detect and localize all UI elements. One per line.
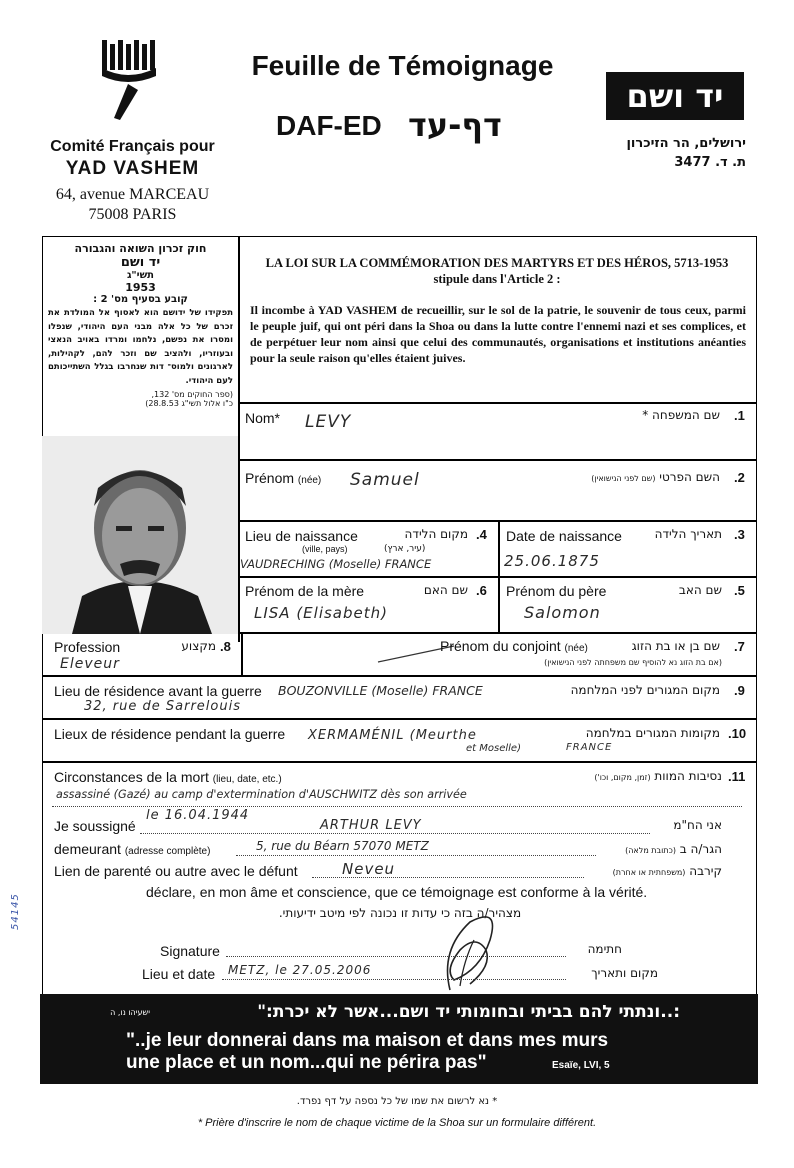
residence-pendant-value-3[interactable]: FRANCE [566,742,613,753]
declare-fr: déclare, en mon âme et conscience, que ce témoignage est conforme à la vérité. [146,884,648,900]
quote-banner [40,994,758,1084]
profession-label-he: מקצוע [181,639,216,653]
prenom-pere-number: .5 [734,583,745,598]
parente-value[interactable]: Neveu [342,860,396,878]
prenom-mere-number: .6 [476,583,487,598]
parente-label: Lien de parenté ou autre avec le défunt [54,863,298,879]
yad-vashem-logo-right [606,72,744,120]
law-hebrew-line2: יד ושם [120,255,161,270]
conjoint-label-he-small: (אם בת הזוג נא להוסיף שם משפחתה לפני הנישואין) [544,658,722,667]
prenom-label-small: (née) [297,475,322,486]
circonstances-label-he [490,769,722,783]
soussigne-name[interactable]: ARTHUR LEVY [320,818,422,833]
circonstances-dotted [52,806,742,807]
conjoint-number: .7 [734,639,745,654]
lieu-naissance-number: .4 [476,527,487,542]
prenom-value[interactable]: Samuel [350,470,420,490]
circonstances-label-text: Circonstances de la mort [54,769,209,785]
profession-divider [241,632,243,675]
law-hebrew-line5: קובע בסעיף מס' 2 : [93,294,188,305]
demeurant-label-small: (adresse complète) [124,846,211,857]
daf-ed-latin: DAF-ED [276,110,382,141]
victim-photo [42,436,238,634]
law-hebrew-body: תפקידו של ידושם הוא לאסוף אל המולדת את זכרם של כל אלה מבני העם היהודי, שנפלו ומסרו את נפשם, נלחמו ומרדו באויב הנאצי ובעוזריו, ולהציב שם וזכר להם, לקהילות, לארגונים ולמוס־ דות שנחרבו בגלל השתייכותם לעם היהודי. [48,308,233,386]
signature-dotted [226,956,566,957]
circonstances-label-he-text: נסיבות המוות [654,769,722,783]
residence-pendant-value-1[interactable]: XERMAMÉNIL (Meurthe [308,728,477,743]
row-line-1 [238,402,757,404]
prenom-mere-label-he: שם האם [423,583,468,597]
profession-value[interactable]: Eleveur [60,656,120,672]
prenom-mere-value[interactable]: LISA (Elisabeth) [254,604,388,622]
law-hebrew-ref1: (ספר החוקים מס' 132, [151,390,233,399]
banner-hebrew-text: :..ונתתי להם בביתי ובחומותי יד ושם...אשר לא יכרת:" [257,1002,680,1022]
lieu-naissance-label-he-small: (עיר, ארץ) [384,544,426,554]
residence-avant-value-1[interactable]: BOUZONVILLE (Moselle) FRANCE [278,683,483,698]
row-line-8 [42,761,757,763]
row-line-6 [42,675,757,677]
law-hebrew-line4: 1953 [125,281,156,294]
law-vertical-divider [238,236,240,642]
prenom-label-text: Prénom [245,470,295,486]
declare-he: מצהיר/ה בזה כי עדות זו נכונה לפי מיטב ידיעותי. [278,906,522,920]
signature-label: Signature [160,943,220,959]
committee-line-1: Comité Français pour [50,138,215,155]
circonstances-value[interactable]: assassiné (Gazé) au camp d'extermination d'AUSCHWITZ dès son arrivée [56,788,467,801]
circonstances-number: .11 [728,769,746,784]
demeurant-he-text: הגר/ה ב [679,842,722,856]
col-line-3-4 [498,520,500,632]
parente-he-small: (משפחתית או אחרת) [612,868,686,877]
residence-pendant-label-he: מקומות המגורים במלחמה [585,726,720,740]
residence-pendant-value-2[interactable]: et Moselle) [466,743,521,754]
nom-label: Nom* [245,410,281,426]
demeurant-he [600,842,722,856]
lieu-date-label: Lieu et date [142,966,216,982]
conjoint-label-he: שם בן או בת הזוג [631,639,720,653]
lieu-naissance-label-small: (ville, pays) [302,544,348,554]
prenom-pere-label-he: שם האב [678,583,722,597]
nom-label-he: שם המשפחה * [642,408,720,422]
soussigne-he: אני הח"מ [673,818,722,832]
candelabra-logo [98,38,164,128]
signature-he: חתימה [587,942,622,956]
date-naissance-value[interactable]: 25.06.1875 [504,552,600,570]
lieu-naissance-label: Lieu de naissance [245,528,358,544]
law-french-title: LA LOI SUR LA COMMÉMORATION DES MARTYRS ET DES HÉROS, 5713-1953 [265,256,729,270]
margin-note: 54145 [10,893,21,930]
conjoint-label-small: (née) [564,643,588,654]
demeurant-label [54,841,210,857]
prenom-pere-value[interactable]: Salomon [524,603,601,622]
po-box: ת. ד. 3477 [674,155,746,170]
prenom-pere-label: Prénom du père [506,583,607,599]
page-title: Feuille de Témoignage [251,50,554,81]
parente-dotted [312,877,584,878]
daf-ed-hebrew: דף-עד [408,106,502,144]
footnote-french: * Prière d'inscrire le nom de chaque victime de la Shoa sur un formulaire différent. [197,1117,597,1129]
conjoint-label [440,638,588,654]
prenom-mere-label: Prénom de la mère [245,583,365,599]
lieu-naissance-value[interactable]: VAUDRECHING (Moselle) FRANCE [240,557,432,571]
residence-avant-number: .9 [734,683,745,698]
date-naissance-number: .3 [734,527,745,542]
banner-hebrew [150,1002,680,1022]
row-line-2 [238,459,757,461]
residence-avant-value-2[interactable]: 32, rue de Sarrelouis [84,699,241,714]
declaration-date[interactable]: le 16.04.1944 [146,808,250,823]
lieu-date-he: מקום ותאריך [591,966,658,980]
law-french-subtitle: stipule dans l'Article 2 : [433,272,561,286]
jerusalem-line: ירושלים, הר הזיכרון [626,136,746,151]
circonstances-label-he-small: (זמן, מקום, וכו') [594,773,651,782]
law-hebrew-line3: תשי"ג [126,270,155,281]
law-hebrew-panel [44,238,237,434]
footnote-hebrew: * נא לרשום את שמו של כל נספה על דף נפרד. [296,1096,498,1107]
soussigne-dotted [140,833,650,834]
prenom-number: .2 [734,470,745,485]
prenom-label-he-small: (שם לפני הנישואין) [591,474,656,483]
date-naissance-label: Date de naissance [506,528,622,544]
prenom-label-he [520,470,720,484]
residence-avant-label: Lieu de résidence avant la guerre [54,683,262,699]
address-line-2: 75008 PARIS [88,206,177,223]
circonstances-label-small: (lieu, date, etc.) [212,774,282,785]
banner-line-2: une place et un nom...qui ne périra pas" [126,1052,487,1073]
conjoint-label-text: Prénom du conjoint [440,638,561,654]
parente-he-text: קירבה [689,864,722,878]
residence-pendant-label: Lieux de résidence pendant la guerre [54,726,286,742]
lieu-date-dotted [222,979,566,980]
date-naissance-label-he: תאריך הלידה [654,527,722,541]
soussigne-label: Je soussigné [54,818,136,834]
law-french-body: Il incombe à YAD VASHEM de recueillir, sur le sol de la patrie, le souvenir de tous ceux, parmi le peuple juif, qui ont péri dans la Shoa ou dans la lutte contre l'ennemi nazi et ses complices, et de perpétuer leur nom ainsi que celui des communautés, organisations et institutions anéanties pour la seule raison qu'elles étaient juives. [250,303,746,365]
profession-label: Profession [54,639,121,655]
demeurant-address[interactable]: 5, rue du Béarn 57070 METZ [256,839,429,853]
residence-avant-label-he: מקום המגורים לפני המלחמה [570,683,720,697]
lieu-date-value[interactable]: METZ, le 27.05.2006 [228,963,372,977]
law-hebrew-ref2: כ"ו אלול תשי"ג 28.8.53) [145,399,233,408]
logo-right-text: יד ושם [626,77,724,115]
demeurant-label-text: demeurant [54,841,121,857]
profession-number: .8 [220,639,231,654]
nom-value[interactable]: LEVY [305,412,352,432]
circonstances-label [54,769,282,785]
law-hebrew-line1: חוק זכרון השואה והגבורה [74,242,207,255]
banner-hebrew-ref: ישעיהו נו, ה [110,1008,150,1017]
row-line-7 [42,718,757,720]
demeurant-he-small: (כתובת מלאה) [625,846,676,855]
parente-he [590,864,722,878]
banner-ref: Esaïe, LVI, 5 [552,1060,610,1071]
banner-line-1: "..je leur donnerai dans ma maison et dans mes murs [126,1030,609,1051]
committee-line-2: YAD VASHEM [65,158,200,179]
nom-number: .1 [734,408,745,423]
prenom-label [245,470,321,486]
prenom-label-he-text: השם הפרטי [659,470,720,484]
address-line-1: 64, avenue MARCEAU [55,186,210,203]
demeurant-dotted [236,855,596,856]
residence-pendant-number: .10 [728,726,747,741]
lieu-naissance-label-he: מקום הלידה [404,527,468,541]
